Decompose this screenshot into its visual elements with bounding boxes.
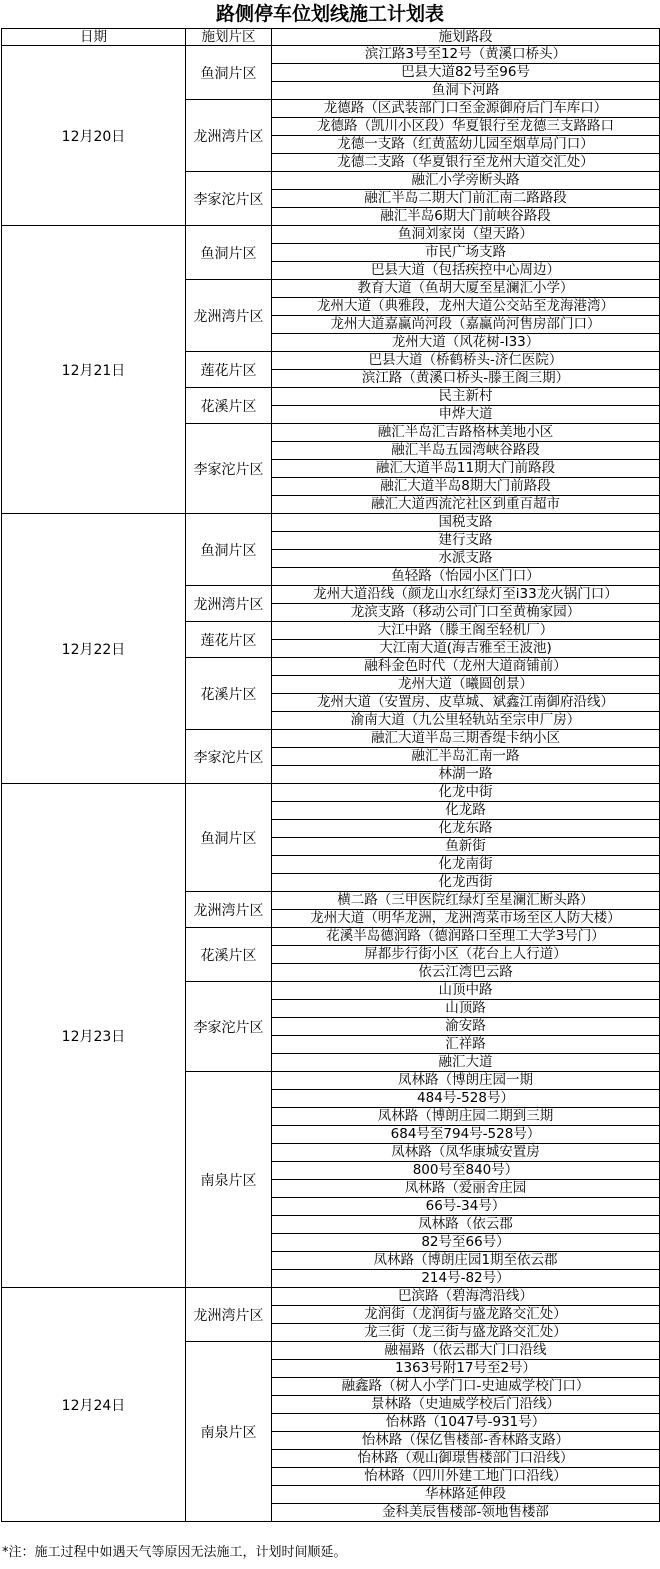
area-cell: 李家沱片区 — [186, 982, 272, 1072]
area-cell: 龙洲湾片区 — [186, 586, 272, 622]
area-cell: 南泉片区 — [186, 1072, 272, 1288]
area-cell: 莲花片区 — [186, 622, 272, 658]
road-cell: 怡林路（观山御璟售楼部门口沿线） — [272, 1450, 660, 1468]
road-cell: 山顶中路 — [272, 982, 660, 1000]
road-cell: 怡林路（四川外建工地门口沿线） — [272, 1468, 660, 1486]
road-cell: 化龙西街 — [272, 874, 660, 892]
area-cell: 鱼洞片区 — [186, 514, 272, 586]
road-cell: 融鑫路（树人小学门口-史迪威学校门口） — [272, 1378, 660, 1396]
road-cell: 龙州大道沿线（颜龙山水红绿灯至i33龙火锅门口） — [272, 586, 660, 604]
area-cell: 龙洲湾片区 — [186, 100, 272, 172]
area-cell: 鱼洞片区 — [186, 46, 272, 100]
table-row — [2, 514, 660, 532]
road-cell: 滨江路3号至12号（黄溪口桥头） — [272, 46, 660, 64]
road-cell: 大江南大道(海吉雅至王波池) — [272, 640, 660, 658]
header-area: 施划片区 — [186, 29, 272, 46]
road-cell: 融汇大道 — [272, 1054, 660, 1072]
road-cell: 龙州大道（曦圆创景） — [272, 676, 660, 694]
road-cell: 龙滨支路（移动公司门口至黄桷家园） — [272, 604, 660, 622]
road-cell: 融汇大道西流沱社区到重百超市 — [272, 496, 660, 514]
road-cell: 龙州大道（安置房、皮草城、斌鑫江南御府沿线） — [272, 694, 660, 712]
road-cell: 凤林路（博朗庄园1期至依云郡 — [272, 1252, 660, 1270]
road-cell: 化龙东路 — [272, 820, 660, 838]
road-cell: 1363号附17号至2号） — [272, 1360, 660, 1378]
road-cell: 融汇半岛汇吉路格林美地小区 — [272, 424, 660, 442]
area-cell: 龙洲湾片区 — [186, 1288, 272, 1342]
road-cell: 汇祥路 — [272, 1036, 660, 1054]
road-cell: 滨江路（黄溪口桥头-滕王阁三期） — [272, 370, 660, 388]
road-cell: 巴县大道（包括疾控中心周边） — [272, 262, 660, 280]
area-cell: 龙洲湾片区 — [186, 280, 272, 352]
road-cell: 214号-82号） — [272, 1270, 660, 1288]
date-cell: 12月22日 — [2, 514, 186, 784]
road-cell: 484号-528号） — [272, 1090, 660, 1108]
road-cell: 水派支路 — [272, 550, 660, 568]
date-cell: 12月21日 — [2, 226, 186, 514]
header-row — [2, 29, 660, 46]
road-cell: 融汇大道半岛8期大门前路段 — [272, 478, 660, 496]
road-cell: 金科美辰售楼部-领地售楼部 — [272, 1504, 660, 1522]
area-cell: 李家沱片区 — [186, 172, 272, 226]
road-cell: 凤林路（凤华康城安置房 — [272, 1144, 660, 1162]
road-cell: 龙州大道（明华龙洲，龙洲湾菜市场至区人防大楼） — [272, 910, 660, 928]
table-row — [2, 226, 660, 244]
road-cell: 建行支路 — [272, 532, 660, 550]
road-cell: 巴滨路（碧海湾沿线） — [272, 1288, 660, 1306]
road-cell: 怡林路（保亿售楼部-香林路支路） — [272, 1432, 660, 1450]
road-cell: 林湖一路 — [272, 766, 660, 784]
road-cell: 横二路（三甲医院红绿灯至星澜汇断头路） — [272, 892, 660, 910]
road-cell: 巴县大道82号至96号 — [272, 64, 660, 82]
road-cell: 鱼新街 — [272, 838, 660, 856]
road-cell: 684号至794号-528号） — [272, 1126, 660, 1144]
road-cell: 融汇大道半岛三期香缇卡纳小区 — [272, 730, 660, 748]
road-cell: 融汇半岛6期大门前峡谷路段 — [272, 208, 660, 226]
road-cell: 民主新村 — [272, 388, 660, 406]
road-cell: 凤林路（爱丽舍庄园 — [272, 1180, 660, 1198]
header-road: 施划路段 — [272, 29, 660, 46]
road-cell: 市民广场支路 — [272, 244, 660, 262]
road-cell: 龙州大道嘉赢尚河段（嘉赢尚河售房部门口） — [272, 316, 660, 334]
header-date: 日期 — [2, 29, 186, 46]
date-cell: 12月23日 — [2, 784, 186, 1288]
road-cell: 融科金色时代（龙州大道商铺前） — [272, 658, 660, 676]
table-row — [2, 46, 660, 64]
road-cell: 屏都步行街小区（花台上人行道） — [272, 946, 660, 964]
table-row — [2, 784, 660, 802]
road-cell: 融汇半岛五园湾峡谷路段 — [272, 442, 660, 460]
road-cell: 凤林路（依云郡 — [272, 1216, 660, 1234]
road-cell: 82号至66号） — [272, 1234, 660, 1252]
area-cell: 花溪片区 — [186, 388, 272, 424]
road-cell: 凤林路（博朗庄园二期到三期 — [272, 1108, 660, 1126]
area-cell: 花溪片区 — [186, 658, 272, 730]
road-cell: 化龙南街 — [272, 856, 660, 874]
page-title: 路侧停车位划线施工计划表 — [215, 3, 444, 25]
footnote: *注：施工过程中如遇天气等原因无法施工，计划时间顺延。 — [2, 1545, 347, 1560]
road-cell: 融汇大道半岛11期大门前路段 — [272, 460, 660, 478]
road-cell: 景林路（史迪威学校后门沿线） — [272, 1396, 660, 1414]
road-cell: 龙州大道（典雅段，龙州大道公交站至龙海港湾） — [272, 298, 660, 316]
area-cell: 莲花片区 — [186, 352, 272, 388]
road-cell: 融汇小学旁断头路 — [272, 172, 660, 190]
road-cell: 融汇半岛汇南一路 — [272, 748, 660, 766]
road-cell: 融汇半岛二期大门前汇南二路路段 — [272, 190, 660, 208]
road-cell: 鱼洞下河路 — [272, 82, 660, 100]
road-cell: 鱼轻路（怡园小区门口） — [272, 568, 660, 586]
road-cell: 化龙中街 — [272, 784, 660, 802]
road-cell: 龙德一支路（红黄蓝幼儿园至烟草局门口） — [272, 136, 660, 154]
road-cell: 龙德路（凯川小区段）华夏银行至龙德三支路路口 — [272, 118, 660, 136]
road-cell: 龙州大道（风花树-I33） — [272, 334, 660, 352]
road-cell: 巴县大道（桥鹤桥头-济仁医院） — [272, 352, 660, 370]
area-cell: 龙洲湾片区 — [186, 892, 272, 928]
road-cell: 怡林路（1047号-931号） — [272, 1414, 660, 1432]
date-cell: 12月24日 — [2, 1288, 186, 1522]
road-cell: 渝南大道（九公里轻轨站至宗申厂房） — [272, 712, 660, 730]
road-cell: 龙三街（龙三街与盛龙路交汇处） — [272, 1324, 660, 1342]
area-cell: 花溪片区 — [186, 928, 272, 982]
road-cell: 融福路（依云郡大门口沿线 — [272, 1342, 660, 1360]
area-cell: 李家沱片区 — [186, 424, 272, 514]
road-cell: 教育大道（鱼胡大厦至星澜汇小学） — [272, 280, 660, 298]
road-cell: 800号至840号） — [272, 1162, 660, 1180]
road-cell: 国税支路 — [272, 514, 660, 532]
road-cell: 依云江湾巴云路 — [272, 964, 660, 982]
road-cell: 凤林路（博朗庄园一期 — [272, 1072, 660, 1090]
road-cell: 龙德路（区武装部门口至金源御府后门车库口） — [272, 100, 660, 118]
road-cell: 花溪半岛德润路（德润路口至理工大学3号门） — [272, 928, 660, 946]
road-cell: 山顶路 — [272, 1000, 660, 1018]
schedule-table — [1, 28, 660, 1522]
date-cell: 12月20日 — [2, 46, 186, 226]
road-cell: 66号-34号） — [272, 1198, 660, 1216]
area-cell: 李家沱片区 — [186, 730, 272, 784]
table-row — [2, 1288, 660, 1306]
road-cell: 龙德二支路（华夏银行至龙州大道交汇处） — [272, 154, 660, 172]
road-cell: 龙润街（龙润街与盛龙路交汇处） — [272, 1306, 660, 1324]
road-cell: 鱼洞刘家岗（望天路） — [272, 226, 660, 244]
road-cell: 渝安路 — [272, 1018, 660, 1036]
area-cell: 南泉片区 — [186, 1342, 272, 1522]
area-cell: 鱼洞片区 — [186, 226, 272, 280]
road-cell: 大江中路（滕王阁至轻机厂） — [272, 622, 660, 640]
road-cell: 化龙路 — [272, 802, 660, 820]
schedule-body — [2, 46, 660, 1522]
road-cell: 华林路延伸段 — [272, 1486, 660, 1504]
road-cell: 申烨大道 — [272, 406, 660, 424]
area-cell: 鱼洞片区 — [186, 784, 272, 892]
